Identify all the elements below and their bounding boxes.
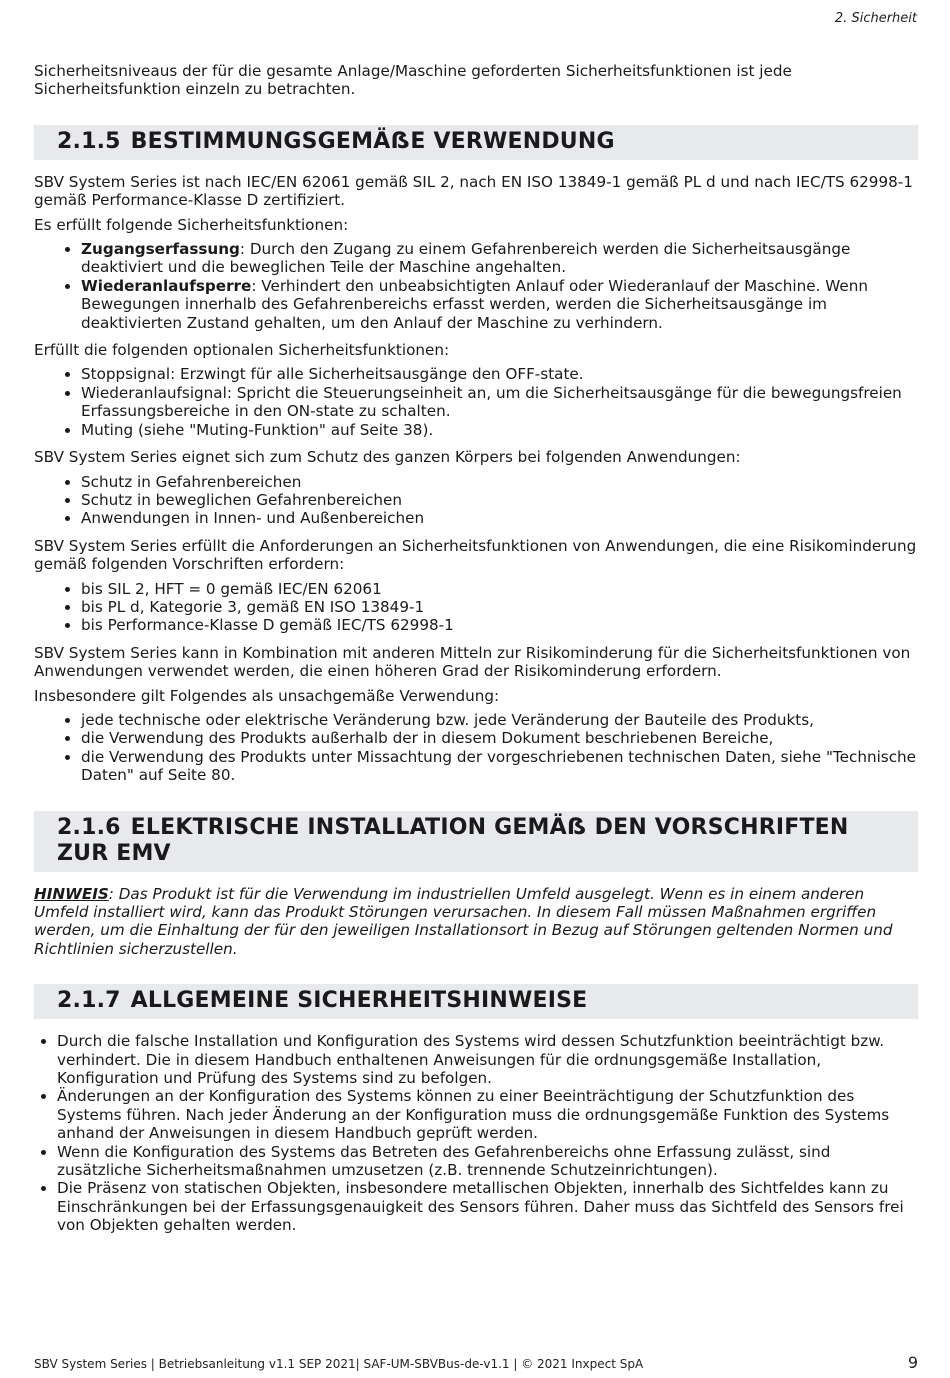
term: Wiederanlaufsperre [81, 276, 252, 295]
note-label: HINWEIS [34, 884, 109, 903]
list-item: • Muting (siehe "Muting-Funktion" auf Seite 38). [81, 421, 918, 439]
paragraph: SBV System Series erfüllt die Anforderungen an Sicherheitsfunktionen von Anwendungen, die eine Risikominderung gemäß folgenden Vorschriften erfordern: [34, 536, 917, 574]
section-number: 2.1.7 [57, 988, 121, 1014]
paragraph: SBV System Series kann in Kombination mit anderen Mitteln zur Risikominderung für die Sicherheitsfunktionen von Anwendungen verwendet werden, die einen höheren Grad der Risikominderung erfordern. [34, 643, 911, 681]
paragraph: Erfüllt die folgenden optionalen Sicherheitsfunktionen: [34, 341, 450, 360]
list-item: • Schutz in beweglichen Gefahrenbereichen [81, 491, 918, 509]
paragraph: SBV System Series ist nach IEC/EN 62061 gemäß SIL 2, nach EN ISO 13849-1 gemäß PL d und nach IEC/TS 62998-1 gemäß Performance-Klasse D zertifiziert. [34, 172, 913, 210]
running-header: 2. Sicherheit [834, 11, 917, 26]
page-number: 9 [907, 1353, 918, 1372]
footer-text: SBV System Series | Betriebsanleitung v1.1 SEP 2021| SAF-UM-SBVBus-de-v1.1 | © 2021 Inxpect SpA [34, 1357, 644, 1371]
term-description: : Verhindert den unbeabsichtigten Anlauf oder Wiederanlauf der Maschine. Wenn Bewegungen innerhalb des Gefahrenbereichs erfasst werden, werden die Sicherheitsausgänge im deaktivierten Zustand gehalten, um den Anlauf der Maschine zu verhindern. [81, 276, 868, 332]
list-item: • Anwendungen in Innen- und Außenbereichen [81, 509, 918, 527]
document-body [34, 62, 918, 1244]
paragraph: Insbesondere gilt Folgendes als unsachgemäße Verwendung: [34, 686, 500, 705]
safety-functions-list [34, 240, 918, 332]
intro-paragraph: Sicherheitsniveaus der für die gesamte Anlage/Maschine geforderten Sicherheitsfunktionen ist jede Sicherheitsfunktion einzeln zu betrachten. [34, 62, 792, 99]
safety-notes-list [34, 1032, 918, 1234]
section-title: ALLGEMEINE SICHERHEITSHINWEISE [130, 988, 588, 1014]
list-item: • bis SIL 2, HFT = 0 gemäß IEC/EN 62061 [81, 580, 918, 598]
list-item [81, 240, 918, 277]
list-item: • Änderungen an der Konfiguration des Systems können zu einer Beeinträchtigung der Schutzfunktion des Systems führen. Nach jeder Änderung an der Konfiguration muss die ordnungsgemäße Funktion des Systems anhand der Anweisungen in diesem Handbuch geprüft werden. [57, 1087, 918, 1142]
standards-list [34, 580, 918, 635]
list-item [81, 277, 918, 332]
list-item: • bis Performance-Klasse D gemäß IEC/TS 62998-1 [81, 616, 918, 634]
section-heading-2-1-7 [34, 984, 918, 1019]
list-item: • Stoppsignal: Erzwingt für alle Sicherheitsausgänge den OFF-state. [81, 365, 918, 383]
list-item: • Wiederanlaufsignal: Spricht die Steuerungseinheit an, um die Sicherheitsausgänge für die bewegungsfreien Erfassungsbereiche in den ON-state zu schalten. [81, 384, 918, 421]
optional-functions-list [34, 365, 918, 439]
term: Zugangserfassung [81, 240, 240, 259]
section-heading-2-1-6 [34, 811, 918, 872]
section-title: BESTIMMUNGSGEMÄẞE VERWENDUNG [130, 128, 615, 154]
list-item: • Wenn die Konfiguration des Systems das Betreten des Gefahrenbereichs ohne Erfassung zulässt, sind zusätzliche Sicherheitsmaßnahmen umzusetzen (z.B. trennende Schutzeinrichtungen). [57, 1143, 918, 1180]
list-item: • Durch die falsche Installation und Konfiguration des Systems wird dessen Schutzfunktion beeinträchtigt bzw. verhindert. Die in diesem Handbuch enthaltenen Anweisungen für die ordnungsgemäße Installation, Konfiguration und Prüfung des Systems sind zu befolgen. [57, 1032, 918, 1087]
list-item: • bis PL d, Kategorie 3, gemäß EN ISO 13849-1 [81, 598, 918, 616]
paragraph: Es erfüllt folgende Sicherheitsfunktionen: [34, 215, 349, 234]
list-item: • jede technische oder elektrische Veränderung bzw. jede Veränderung der Bauteile des Produkts, [81, 711, 918, 729]
section-heading-2-1-5 [34, 125, 918, 160]
section-number: 2.1.6 [57, 814, 121, 840]
applications-list [34, 473, 918, 528]
section-number: 2.1.5 [57, 128, 121, 154]
note-text: : Das Produkt ist für die Verwendung im industriellen Umfeld ausgelegt. Wenn es in einem anderen Umfeld installiert wird, kann das Produkt Störungen verursachen. In diesem Fall müssen Maßnahmen ergriffen werden, um die Einhaltung der für den jeweiligen Installationsort in Bezug auf Störungen geltenden Normen und Richtlinien sicherzustellen. [34, 884, 893, 958]
paragraph: SBV System Series eignet sich zum Schutz des ganzen Körpers bei folgenden Anwendungen: [34, 448, 741, 467]
list-item: • die Verwendung des Produkts außerhalb der in diesem Dokument beschriebenen Bereiche, [81, 729, 918, 747]
term-description: : Durch den Zugang zu einem Gefahrenbereich werden die Sicherheitsausgänge deaktiviert und die beweglichen Teile der Maschine angehalten. [81, 240, 851, 277]
note-paragraph [34, 885, 918, 959]
page-footer [34, 1353, 918, 1372]
section-title: ELEKTRISCHE INSTALLATION GEMÄẞ DEN VORSCHRIFTEN ZUR EMV [57, 814, 849, 866]
list-item: • Schutz in Gefahrenbereichen [81, 473, 918, 491]
list-item: • die Verwendung des Produkts unter Missachtung der vorgeschriebenen technischen Daten, siehe "Technische Daten" auf Seite 80. [81, 748, 918, 785]
list-item: • Die Präsenz von statischen Objekten, insbesondere metallischen Objekten, innerhalb des Sichtfeldes kann zu Einschränkungen bei der Erfassungsgenauigkeit des Sensors führen. Daher muss das Sichtfeld des Sensors frei von Objekten gehalten werden. [57, 1179, 918, 1234]
misuse-list [34, 711, 918, 785]
